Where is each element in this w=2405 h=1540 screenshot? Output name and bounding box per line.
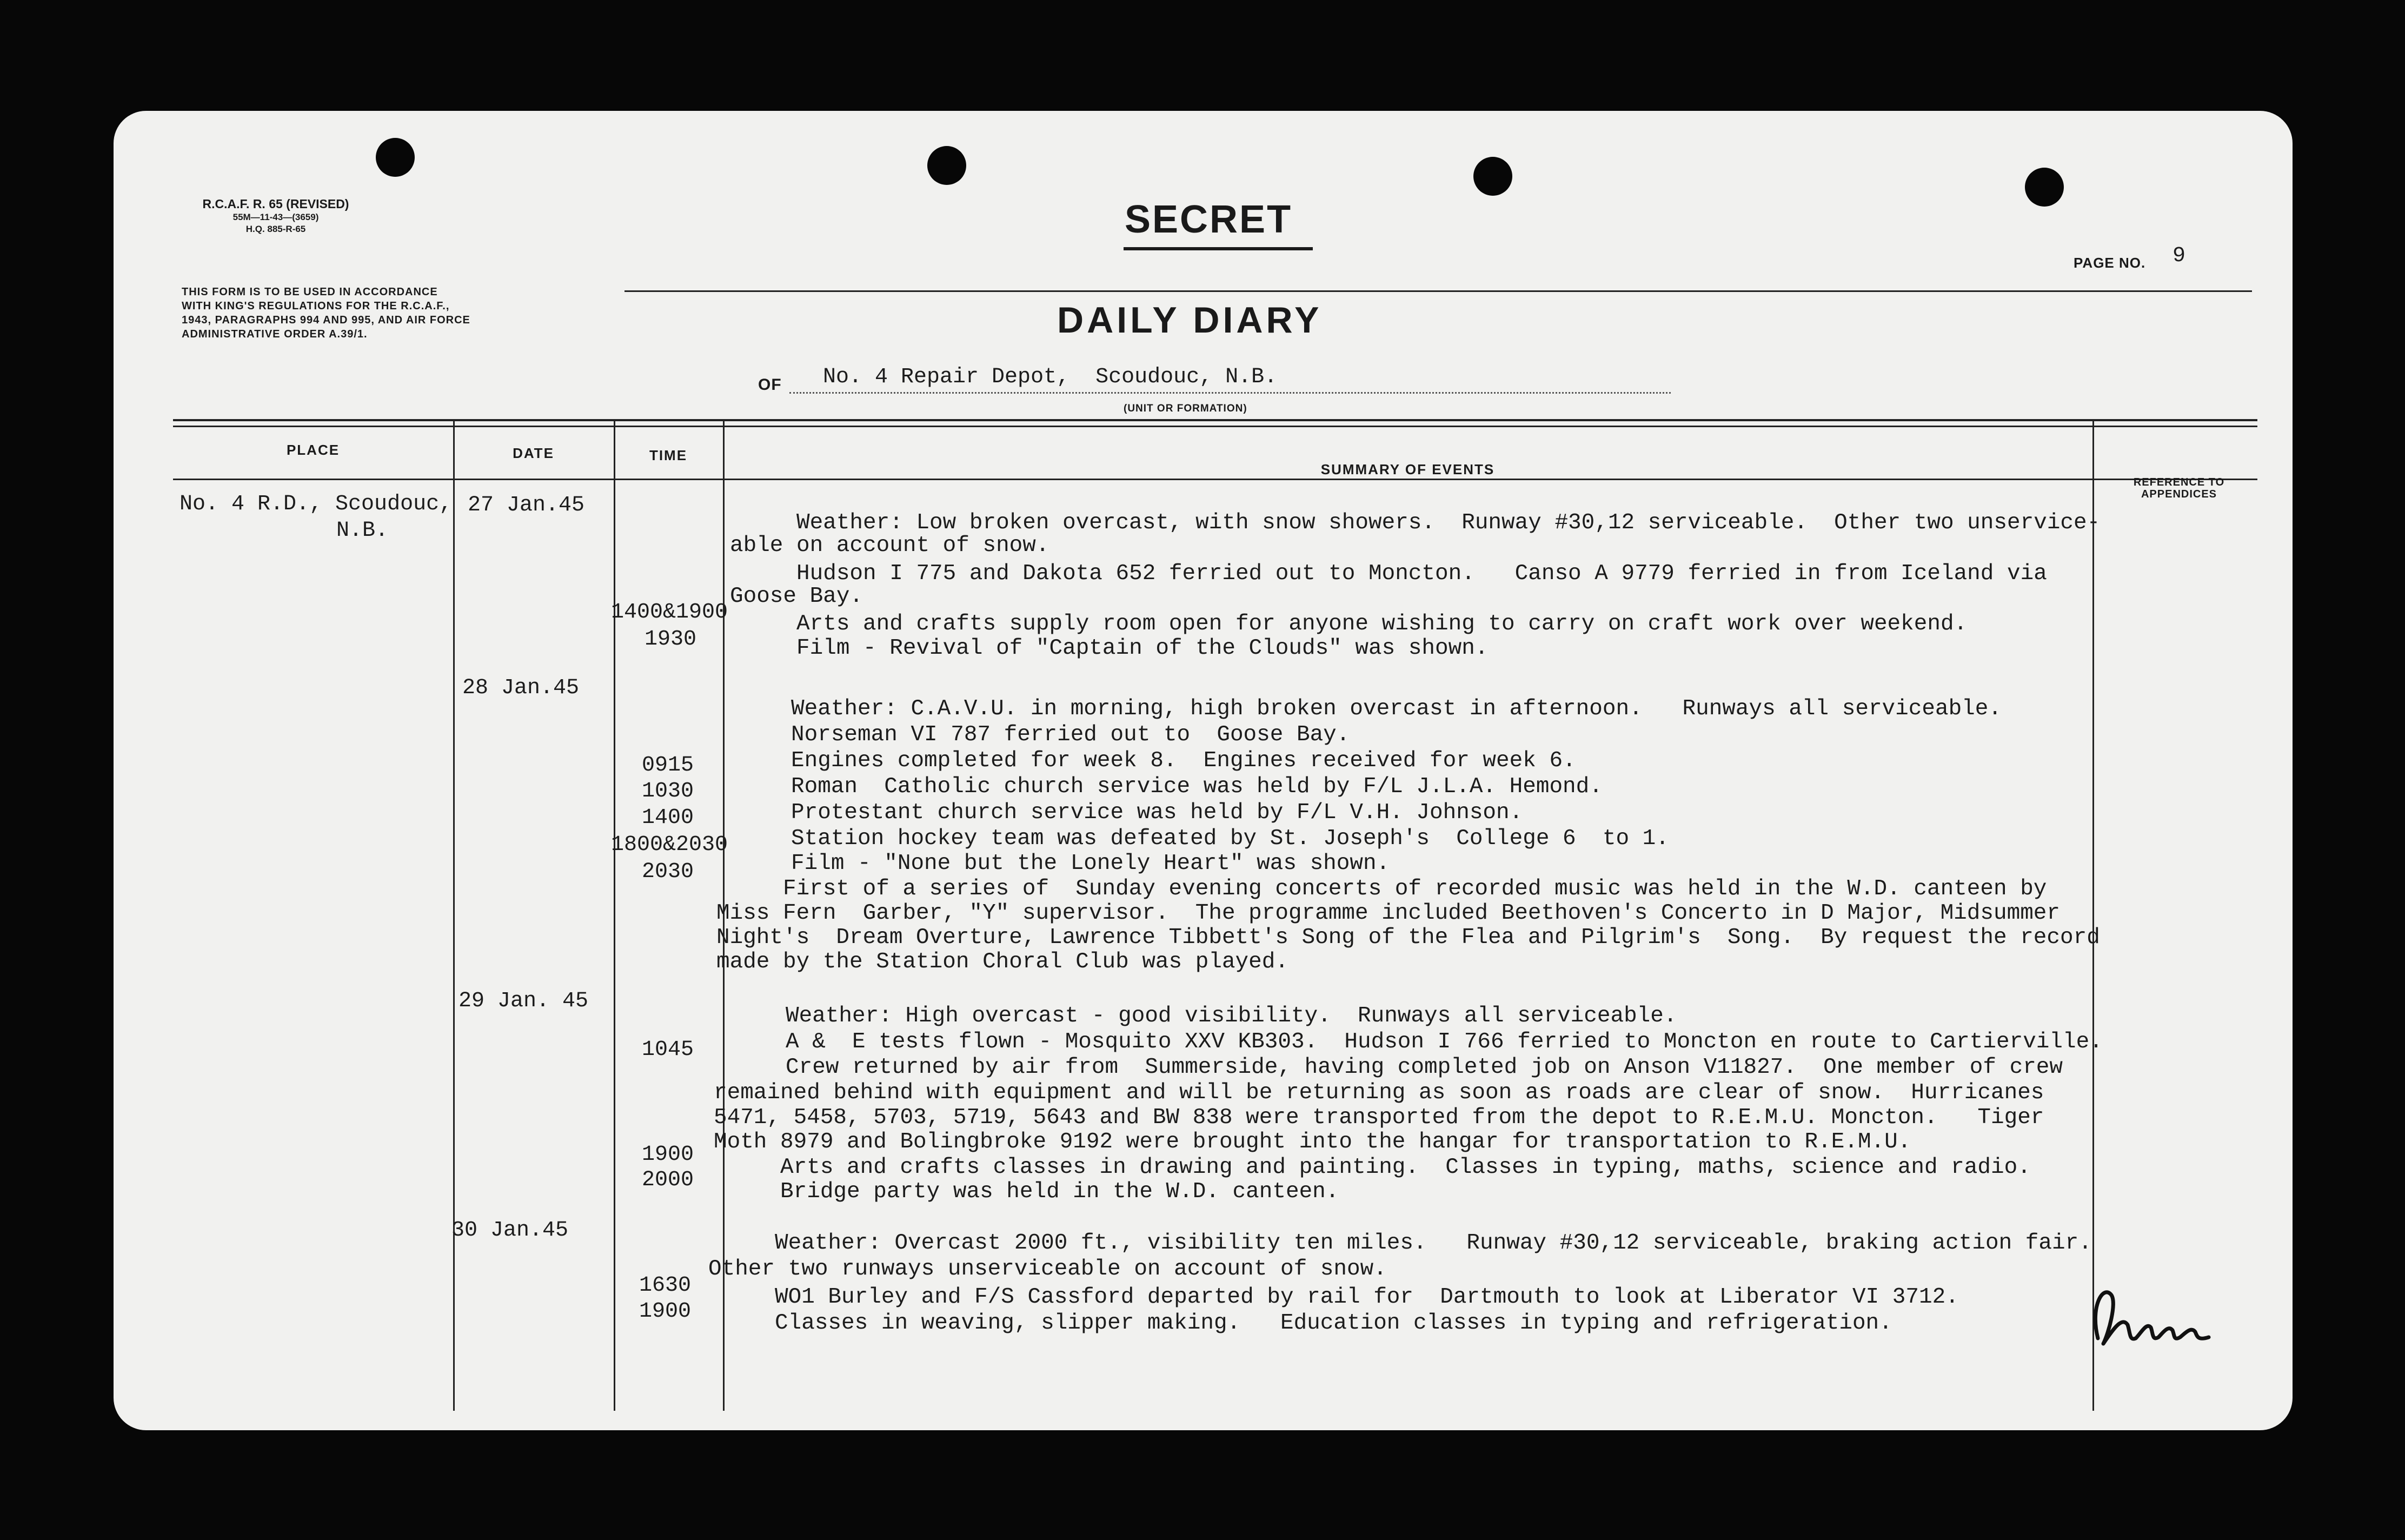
event-line: Arts and crafts classes in drawing and painting. Classes in typing, maths, science and radio. — [714, 1155, 2031, 1180]
entry-date: 27 Jan.45 — [468, 493, 585, 517]
entry-time: 0915 — [641, 753, 694, 778]
form-code-line: H.Q. 885-R-65 — [245, 224, 306, 234]
classification-underline — [1124, 247, 1313, 250]
page-number: 9 — [2173, 244, 2186, 268]
event-line: Protestant church service was held by F/L V.H. Johnson. — [725, 800, 1523, 825]
place-line-2: N.B. — [336, 519, 389, 543]
entry-time: 1900 — [641, 1143, 694, 1167]
form-code — [173, 196, 378, 235]
event-line: Weather: C.A.V.U. in morning, high broken overcast in afternoon. Runways all serviceable. — [725, 696, 2002, 721]
entry-time: 1800&2030 — [611, 833, 728, 857]
table-top-rule — [173, 419, 2257, 421]
entry-time: 1400&1900 — [611, 600, 728, 625]
event-line: A & E tests flown - Mosquito XXV KB303. Hudson I 766 ferried to Moncton en route to Cartierville. — [719, 1030, 2103, 1054]
event-line: First of a series of Sunday evening concerts of recorded music was held in the W.D. canteen by — [716, 877, 2047, 901]
instruction-line: WITH KING'S REGULATIONS FOR THE R.C.A.F., — [182, 300, 450, 312]
diary-form-card — [114, 111, 2293, 1430]
event-line: 5471, 5458, 5703, 5719, 5643 and BW 838 were transported from the depot to R.E.M.U. Moncton. Tiger — [714, 1105, 2044, 1130]
event-line: Film - "None but the Lonely Heart" was shown. — [725, 851, 1390, 876]
column-header-place: PLACE — [286, 442, 340, 458]
punch-hole — [1473, 157, 1512, 196]
event-line: Weather: Low broken overcast, with snow showers. Runway #30,12 serviceable. Other two unservice- — [730, 510, 2101, 535]
event-line: Weather: High overcast - good visibility. Runways all serviceable. — [719, 1004, 1677, 1028]
unit-value: No. 4 Repair Depot, Scoudouc, N.B. — [823, 365, 1278, 389]
entry-date: 28 Jan.45 — [462, 676, 580, 700]
page-number-label: PAGE NO. — [2074, 255, 2146, 271]
form-code-line: 55M—11-43—(3659) — [232, 212, 319, 222]
header-rule — [624, 290, 2252, 292]
page-title: DAILY DIARY — [1057, 300, 1323, 341]
event-line: Classes in weaving, slipper making. Education classes in typing and refrigeration. — [708, 1311, 1892, 1336]
event-line: Arts and crafts supply room open for anyone wishing to carry on craft work over weekend. — [730, 612, 1968, 636]
entry-time: 1400 — [641, 806, 694, 830]
event-line: Station hockey team was defeated by St. Joseph's College 6 to 1. — [725, 826, 1669, 851]
column-header-date: DATE — [513, 445, 554, 461]
event-line: Hudson I 775 and Dakota 652 ferried out to Moncton. Canso A 9779 ferried in from Iceland via — [730, 561, 2047, 586]
entry-time: 2030 — [641, 860, 694, 884]
event-line: Other two runways unserviceable on account of snow. — [708, 1257, 1387, 1282]
classification-stamp: SECRET — [1125, 198, 1293, 241]
column-header-reference: REFERENCE TO APPENDICES — [2133, 476, 2225, 500]
form-instructions — [182, 285, 571, 341]
event-line: Night's Dream Overture, Lawrence Tibbett's Song of the Flea and Pilgrim's Song. By request the record — [716, 925, 2100, 950]
unit-dotted-rule — [789, 392, 1671, 395]
instruction-line: THIS FORM IS TO BE USED IN ACCORDANCE — [182, 286, 438, 298]
event-line: remained behind with equipment and will be returning as soon as roads are clear of snow. Hurricanes — [714, 1080, 2044, 1105]
event-line: Goose Bay. — [730, 584, 863, 609]
column-divider — [453, 421, 455, 1411]
column-divider — [2092, 421, 2094, 1411]
entry-time: 1030 — [641, 779, 694, 804]
event-line: able on account of snow. — [730, 533, 1049, 558]
entry-time: 1900 — [639, 1299, 691, 1324]
event-line: Film - Revival of "Captain of the Clouds" was shown. — [730, 636, 1489, 661]
handwritten-initials-signature — [2082, 1273, 2233, 1365]
event-line: made by the Station Choral Club was played. — [716, 950, 1288, 974]
entry-date: 30 Jan.45 — [451, 1218, 569, 1243]
entry-time: 2000 — [641, 1168, 694, 1192]
column-header-summary: SUMMARY OF EVENTS — [1320, 461, 1495, 477]
unit-of-label: OF — [758, 376, 782, 394]
event-line: Crew returned by air from Summerside, having completed job on Anson V11827. One member of crew — [719, 1055, 2063, 1080]
entry-time: 1630 — [639, 1273, 691, 1298]
entry-time: 1045 — [641, 1038, 694, 1062]
event-line: WO1 Burley and F/S Cassford departed by rail for Dartmouth to look at Liberator VI 3712. — [708, 1285, 1959, 1310]
instruction-line: ADMINISTRATIVE ORDER A.39/1. — [182, 328, 368, 340]
punch-hole — [376, 138, 415, 177]
event-line: Norseman VI 787 ferried out to Goose Bay. — [725, 722, 1350, 747]
event-line: Bridge party was held in the W.D. canteen. — [714, 1179, 1339, 1204]
instruction-line: 1943, PARAGRAPHS 994 AND 995, AND AIR FORCE — [182, 314, 470, 326]
punch-hole — [927, 146, 966, 185]
event-line: Miss Fern Garber, "Y" supervisor. The programme included Beethoven's Concerto in D Major, Midsummer — [716, 901, 2061, 926]
punch-hole — [2025, 168, 2064, 207]
entry-time: 1930 — [644, 627, 696, 652]
place-line-1: No. 4 R.D., Scoudouc, — [180, 492, 453, 516]
event-line: Roman Catholic church service was held by F/L J.L.A. Hemond. — [725, 774, 1603, 799]
entry-date: 29 Jan. 45 — [459, 989, 589, 1013]
form-code-line: R.C.A.F. R. 65 (REVISED) — [202, 197, 349, 211]
event-line: Moth 8979 and Bolingbroke 9192 were brought into the hangar for transportation to R.E.M.U. — [714, 1130, 1911, 1154]
event-line: Weather: Overcast 2000 ft., visibility ten miles. Runway #30,12 serviceable, braking action fair. — [708, 1231, 2092, 1256]
column-header-time: TIME — [649, 447, 688, 463]
event-line: Engines completed for week 8. Engines received for week 6. — [725, 748, 1576, 773]
table-header-rule — [173, 479, 2257, 480]
unit-caption: (UNIT OR FORMATION) — [1124, 403, 1247, 414]
column-divider — [614, 421, 615, 1411]
table-top-rule-2 — [173, 426, 2257, 427]
